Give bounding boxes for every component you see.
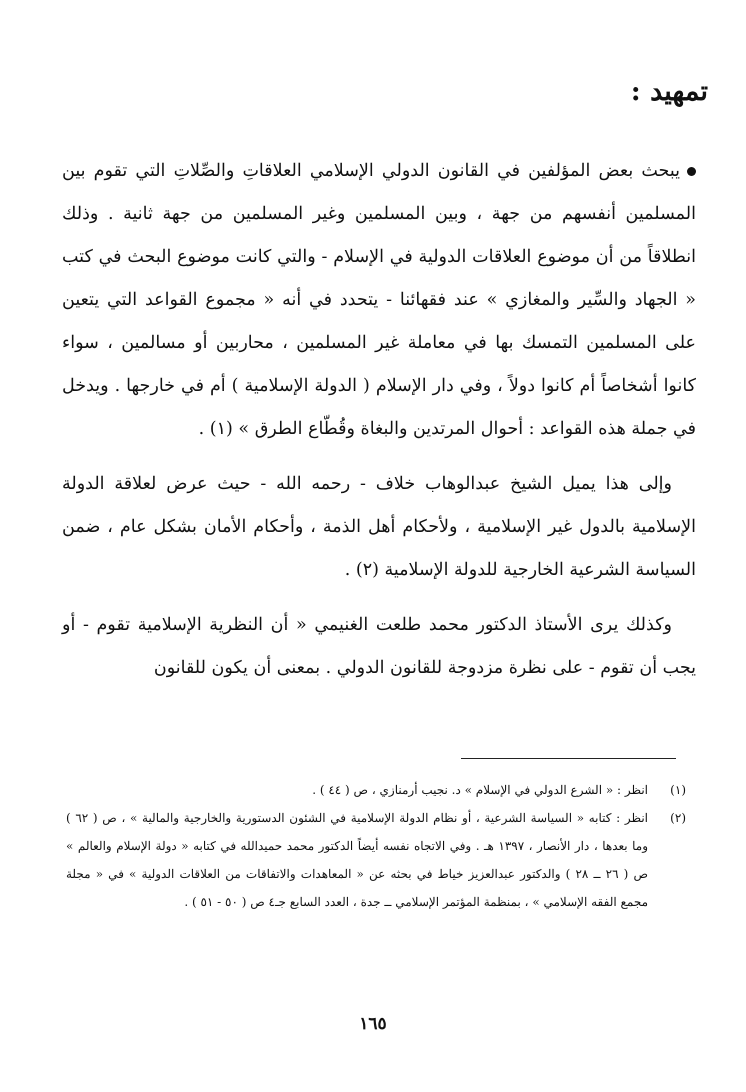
- bullet-icon: [687, 167, 696, 176]
- footnote-number: (٢): [670, 811, 686, 825]
- section-heading: تمهيد :: [630, 76, 708, 107]
- paragraph-1-text: يبحث بعض المؤلفين في القانون الدولي الإسلامي العلاقاتِ والصِّلاتِ التي تقوم بين المسلمين أنفسهم من جهة ، وبين المسلمين وغير المسلمين من جهة ثانية . وذلك انطلاقاً من أن موضوع العلاقات الدولية في الإسلام - والتي كانت موضوع البحث في كتب « الجهاد والسِّير والمغازي » عند فقهائنا - يتحدد في أنه « مجموع القواعد التي يتعين على المسلمين التمسك بها في معاملة غير المسلمين ، محاربين أو مسالمين ، سواء كانوا أشخاصاً أم كانوا دولاً ، وفي دار الإسلام ( الدولة الإسلامية ) أم في خارجها . ويدخل في جملة هذه القواعد : أحوال المرتدين والبغاة وقُطّاع الطرق » (١) .: [62, 161, 696, 439]
- body-text: [62, 150, 696, 690]
- page-number: ١٦٥: [359, 1014, 387, 1034]
- footnote-number: (١): [670, 783, 686, 797]
- footnote-1: [66, 776, 686, 804]
- footnotes: [66, 776, 686, 916]
- paragraph-3: وكذلك يرى الأستاذ الدكتور محمد طلعت الغنيمي « أن النظرية الإسلامية تقوم - أو يجب أن تقوم - على نظرة مزدوجة للقانون الدولي . بمعنى أن يكون للقانون: [62, 615, 696, 678]
- footnote-text: انظر : كتابه « السياسة الشرعية ، أو نظام الدولة الإسلامية في الشئون الدستورية والخارجية والمالية » ، ص ( ٦٢ ) وما بعدها ، دار الأنصار ، ١٣٩٧ هـ . وفي الاتجاه نفسه أيضاً الدكتور محمد حميدالله في كتابه « دولة الإسلام والعالم » ص ( ٢٦ ــ ٢٨ ) والدكتور عبدالعزيز خياط في بحثه عن « المعاهدات والاتفاقات من العلاقات الدولية » في « مجلة مجمع الفقه الإسلامي » ، بمنظمة المؤتمر الإسلامي ــ جدة ، العدد السابع جـ٤ ص ( ٥٠ - ٥١ ) .: [66, 811, 648, 909]
- footnote-2: [66, 804, 686, 916]
- footnote-text: انظر : « الشرع الدولي في الإسلام » د. نجيب أرمنازي ، ص ( ٤٤ ) .: [312, 783, 648, 797]
- footnote-divider: [461, 758, 676, 759]
- paragraph-1: [62, 150, 696, 451]
- paragraph-2: وإلى هذا يميل الشيخ عبدالوهاب خلاف - رحمه الله - حيث عرض لعلاقة الدولة الإسلامية بالدول غير الإسلامية ، ولأحكام أهل الذمة ، وأحكام الأمان بشكل عام ، ضمن السياسة الشرعية الخارجية للدولة الإسلامية (٢) .: [62, 474, 696, 580]
